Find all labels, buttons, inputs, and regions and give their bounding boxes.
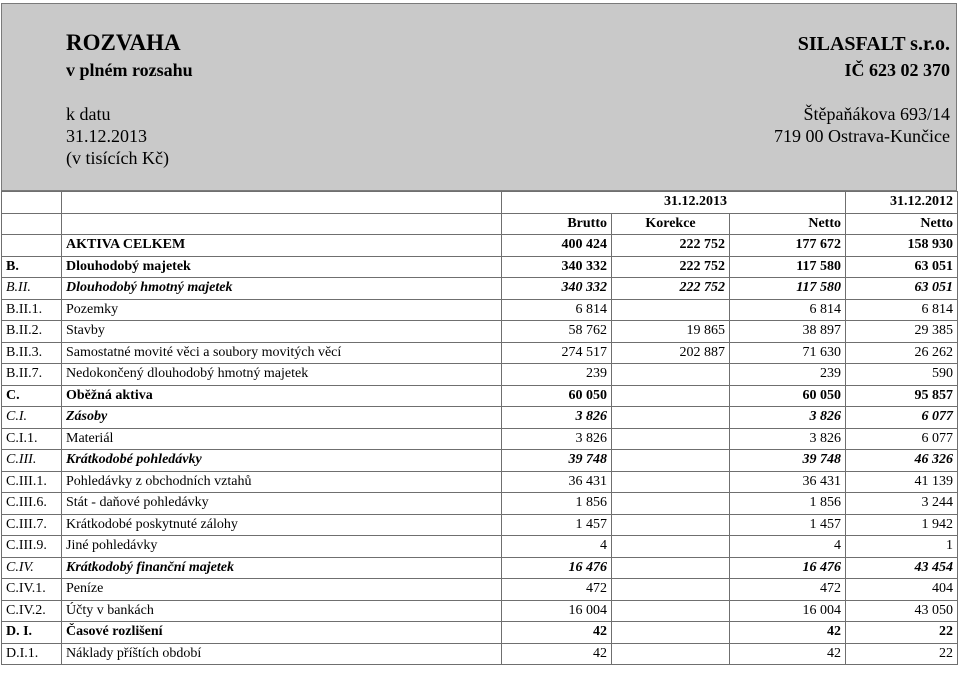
row-label: Účty v bankách [62,600,502,622]
row-korekce [612,514,730,536]
row-brutto: 340 332 [502,278,612,300]
row-netto-prev: 63 051 [846,278,958,300]
row-brutto: 42 [502,643,612,665]
row-korekce [612,600,730,622]
report-date: 31.12.2013 [66,126,147,146]
row-korekce [612,557,730,579]
row-netto: 60 050 [730,385,846,407]
row-brutto: 16 476 [502,557,612,579]
table-row [2,256,958,278]
row-brutto: 39 748 [502,450,612,472]
row-code: C.III.6. [2,493,62,515]
table-row [2,450,958,472]
row-netto-prev: 404 [846,579,958,601]
row-label: Dlouhodobý majetek [62,256,502,278]
table-row [2,364,958,386]
row-netto: 42 [730,622,846,644]
row-label: Oběžná aktiva [62,385,502,407]
row-code: C.III.1. [2,471,62,493]
row-label: Materiál [62,428,502,450]
table-row [2,579,958,601]
row-netto: 239 [730,364,846,386]
table-row [2,321,958,343]
row-netto: 6 814 [730,299,846,321]
row-netto: 39 748 [730,450,846,472]
row-netto: 36 431 [730,471,846,493]
row-code: D.I.1. [2,643,62,665]
row-brutto: 3 826 [502,407,612,429]
row-korekce [612,428,730,450]
row-netto-prev: 22 [846,622,958,644]
row-code: C.III.7. [2,514,62,536]
table-row [2,514,958,536]
row-netto-prev: 29 385 [846,321,958,343]
row-korekce [612,622,730,644]
row-korekce: 222 752 [612,235,730,257]
row-korekce [612,536,730,558]
row-netto: 4 [730,536,846,558]
row-brutto: 36 431 [502,471,612,493]
row-code: B.II.2. [2,321,62,343]
row-code: B.II.3. [2,342,62,364]
row-korekce [612,385,730,407]
row-netto: 1 457 [730,514,846,536]
row-korekce: 222 752 [612,278,730,300]
row-netto-prev: 6 077 [846,407,958,429]
row-netto: 42 [730,643,846,665]
row-code: C.IV.1. [2,579,62,601]
row-code: D. I. [2,622,62,644]
balance-table [1,191,958,665]
company-name: SILASFALT s.r.o. [797,33,950,55]
table-row [2,385,958,407]
row-code: C.IV.2. [2,600,62,622]
report-title: ROZVAHA [66,30,181,55]
row-netto: 3 826 [730,407,846,429]
row-netto-prev: 6 814 [846,299,958,321]
table-row [2,278,958,300]
report-header [1,3,957,191]
row-brutto: 42 [502,622,612,644]
row-netto-prev: 63 051 [846,256,958,278]
table-row [2,493,958,515]
row-korekce [612,579,730,601]
row-netto-prev: 590 [846,364,958,386]
row-netto: 16 004 [730,600,846,622]
date-label: k datu [66,104,111,124]
row-code: B. [2,256,62,278]
table-row [2,643,958,665]
row-label: Krátkodobé pohledávky [62,450,502,472]
row-netto-prev: 41 139 [846,471,958,493]
col-netto-prev: Netto [846,213,958,235]
table-row [2,622,958,644]
row-code: C.III. [2,450,62,472]
period-header-row [2,192,958,214]
row-netto: 117 580 [730,256,846,278]
row-korekce [612,493,730,515]
row-netto: 1 856 [730,493,846,515]
row-label: Časové rozlišení [62,622,502,644]
period-previous: 31.12.2012 [846,192,958,214]
row-label: Dlouhodobý hmotný majetek [62,278,502,300]
row-brutto: 60 050 [502,385,612,407]
row-netto-prev: 3 244 [846,493,958,515]
row-netto-prev: 158 930 [846,235,958,257]
col-brutto: Brutto [502,213,612,235]
row-brutto: 6 814 [502,299,612,321]
table-row [2,342,958,364]
row-korekce [612,450,730,472]
row-label: Samostatné movité věci a soubory movitých věcí [62,342,502,364]
table-row [2,428,958,450]
row-brutto: 3 826 [502,428,612,450]
row-brutto: 340 332 [502,256,612,278]
row-label: Náklady příštích období [62,643,502,665]
row-code: B.II.1. [2,299,62,321]
row-netto-prev: 43 050 [846,600,958,622]
row-netto: 472 [730,579,846,601]
row-korekce: 19 865 [612,321,730,343]
row-netto: 71 630 [730,342,846,364]
row-code: C. [2,385,62,407]
row-brutto: 472 [502,579,612,601]
row-label: Pohledávky z obchodních vztahů [62,471,502,493]
row-label: Peníze [62,579,502,601]
row-code: B.II.7. [2,364,62,386]
row-netto-prev: 26 262 [846,342,958,364]
row-label: Jiné pohledávky [62,536,502,558]
row-code: B.II. [2,278,62,300]
report-subtitle: v plném rozsahu [66,60,193,80]
company-street: Štěpaňákova 693/14 [803,104,950,124]
table-row [2,557,958,579]
period-current: 31.12.2013 [502,192,846,214]
row-brutto: 58 762 [502,321,612,343]
row-label: Nedokončený dlouhodobý hmotný majetek [62,364,502,386]
row-brutto: 1 856 [502,493,612,515]
row-netto-prev: 22 [846,643,958,665]
row-korekce [612,471,730,493]
row-korekce: 202 887 [612,342,730,364]
row-korekce [612,299,730,321]
row-netto-prev: 1 942 [846,514,958,536]
row-label: Pozemky [62,299,502,321]
row-korekce [612,643,730,665]
row-label: Stavby [62,321,502,343]
row-korekce: 222 752 [612,256,730,278]
row-netto: 3 826 [730,428,846,450]
table-row [2,600,958,622]
table-row [2,536,958,558]
row-code: C.IV. [2,557,62,579]
row-netto: 177 672 [730,235,846,257]
col-netto: Netto [730,213,846,235]
table-row [2,235,958,257]
table-row [2,407,958,429]
report-unit: (v tisících Kč) [66,148,169,168]
row-label: Zásoby [62,407,502,429]
row-label: Krátkodobé poskytnuté zálohy [62,514,502,536]
row-label: Krátkodobý finanční majetek [62,557,502,579]
row-netto: 117 580 [730,278,846,300]
row-netto-prev: 6 077 [846,428,958,450]
row-brutto: 1 457 [502,514,612,536]
row-label: AKTIVA CELKEM [62,235,502,257]
row-code: C.I.1. [2,428,62,450]
row-code: C.III.9. [2,536,62,558]
table-row [2,471,958,493]
row-brutto: 4 [502,536,612,558]
col-korekce: Korekce [612,213,730,235]
company-city: 719 00 Ostrava-Kunčice [774,126,950,146]
row-brutto: 239 [502,364,612,386]
row-korekce [612,407,730,429]
row-label: Stát - daňové pohledávky [62,493,502,515]
row-netto-prev: 95 857 [846,385,958,407]
table-row [2,299,958,321]
company-ico: IČ 623 02 370 [844,60,950,80]
column-header-row [2,213,958,235]
row-code: C.I. [2,407,62,429]
row-korekce [612,364,730,386]
row-brutto: 274 517 [502,342,612,364]
row-netto-prev: 43 454 [846,557,958,579]
row-netto: 16 476 [730,557,846,579]
row-brutto: 16 004 [502,600,612,622]
row-brutto: 400 424 [502,235,612,257]
row-code [2,235,62,257]
row-netto-prev: 46 326 [846,450,958,472]
row-netto: 38 897 [730,321,846,343]
row-netto-prev: 1 [846,536,958,558]
